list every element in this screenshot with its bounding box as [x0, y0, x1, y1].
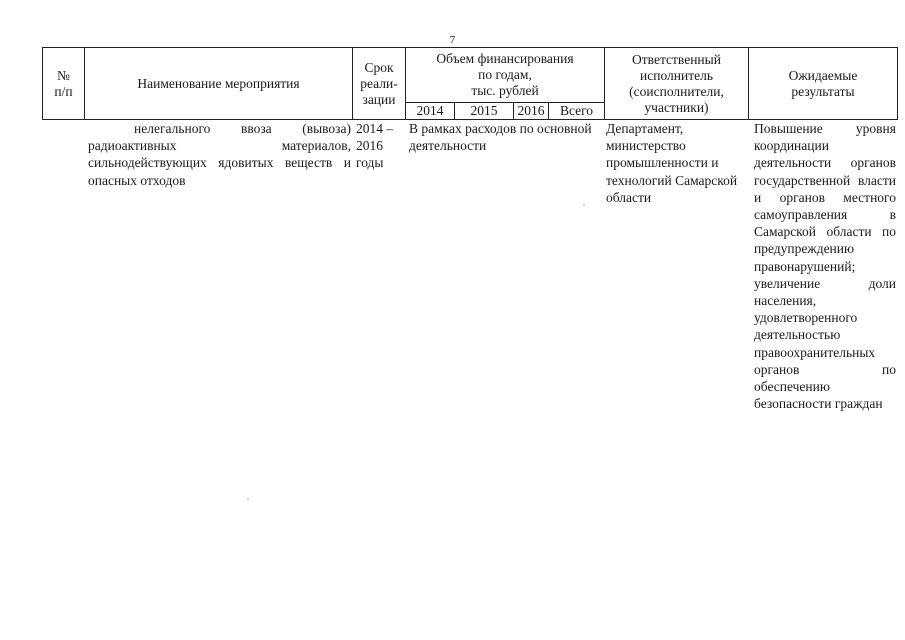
header-results: Ожидаемые результаты: [748, 47, 898, 120]
header-executor: Ответственный исполнитель (соисполнители, участники): [604, 47, 749, 120]
header-funding: Объем финансирования по годам, тыс. рублей: [405, 47, 605, 103]
header-year-2015: 2015: [454, 102, 514, 120]
header-name: Наименование мероприятия: [84, 47, 353, 120]
page-number: 7: [449, 34, 456, 46]
header-term: Срок реали- зации: [352, 47, 406, 120]
scan-speck: [247, 499, 249, 500]
header-year-2016: 2016: [513, 102, 549, 120]
header-year-2014: 2014: [405, 102, 455, 120]
header-num: № п/п: [42, 47, 85, 120]
row-results: Повышение уровня координации деятельности органов государственной власти и органов местного самоуправления в Самарской области по предупреждению правонарушений; увеличение доли населения, удовлетворенного деятельностью правоохранительных органов по обеспечению безопасности граждан: [754, 121, 896, 412]
row-term: 2014 – 2016 годы: [356, 121, 394, 171]
row-funding: В рамках расходов по основной деятельности: [409, 121, 592, 154]
scan-speck: [583, 204, 585, 205]
row-activity-name: нелегального ввоза (вывоза) радиоактивных материалов, сильнодействующих ядовитых веществ и опасных отходов: [88, 121, 351, 188]
header-total: Всего: [548, 102, 605, 120]
row-executor: Департамент, министерство промышленности и технологий Самарской области: [606, 121, 738, 205]
